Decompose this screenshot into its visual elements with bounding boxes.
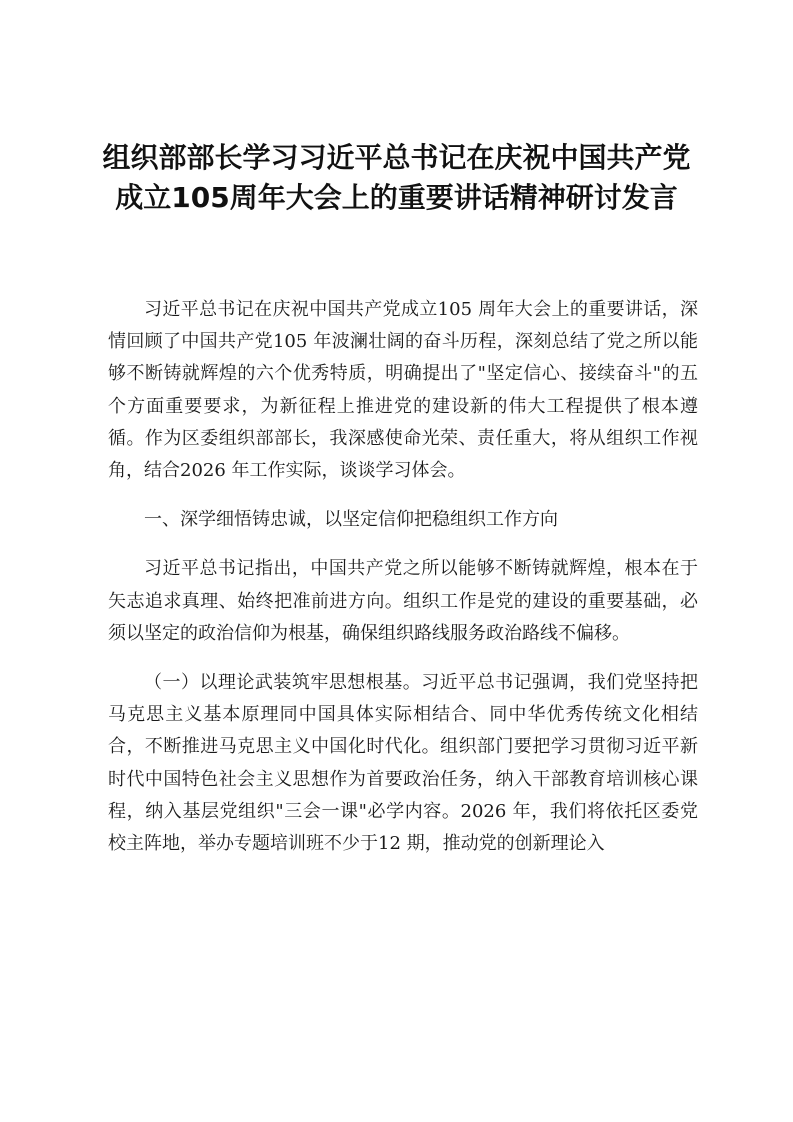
document-body xyxy=(108,294,698,860)
section-heading-1: 一、深学细悟铸忠诚，以坚定信仰把稳组织工作方向 xyxy=(144,509,558,531)
paragraph-subsection-1: （一）以理论武装筑牢思想根基。习近平总书记强调，我们党坚持把马克思主义基本原理同中国具体实际相结合、同中华优秀传统文化相结合，不断推进马克思主义中国化时代化。组织部门要把学习贯彻习近平新时代中国特色社会主义思想作为首要政治任务，纳入干部教育培训核心课程，纳入基层党组织"三会一课"必学内容。2026 年，我们将依托区委党校主阵地，举办专题培训班不少于12 期，推动党的创新理论入 xyxy=(108,672,698,855)
paragraph-section-1: 习近平总书记指出，中国共产党之所以能够不断铸就辉煌，根本在于矢志追求真理、始终把准前进方向。组织工作是党的建设的重要基础，必须以坚定的政治信仰为根基，确保组织路线服务政治路线不偏移。 xyxy=(108,558,698,644)
document-title: 组织部部长学习习近平总书记在庆祝中国共产党成立105周年大会上的重要讲话精神研讨发言 xyxy=(102,141,691,214)
paragraph-intro: 习近平总书记在庆祝中国共产党成立105 周年大会上的重要讲话，深情回顾了中国共产党105 年波澜壮阔的奋斗历程，深刻总结了党之所以能够不断铸就辉煌的六个优秀特质，明确提出了"坚定信心、接续奋斗"的五个方面重要要求，为新征程上推进党的建设新的伟大工程提供了根本遵循。作为区委组织部部长，我深感使命光荣、责任重大，将从组织工作视角，结合2026 年工作实际，谈谈学习体会。 xyxy=(108,299,698,482)
